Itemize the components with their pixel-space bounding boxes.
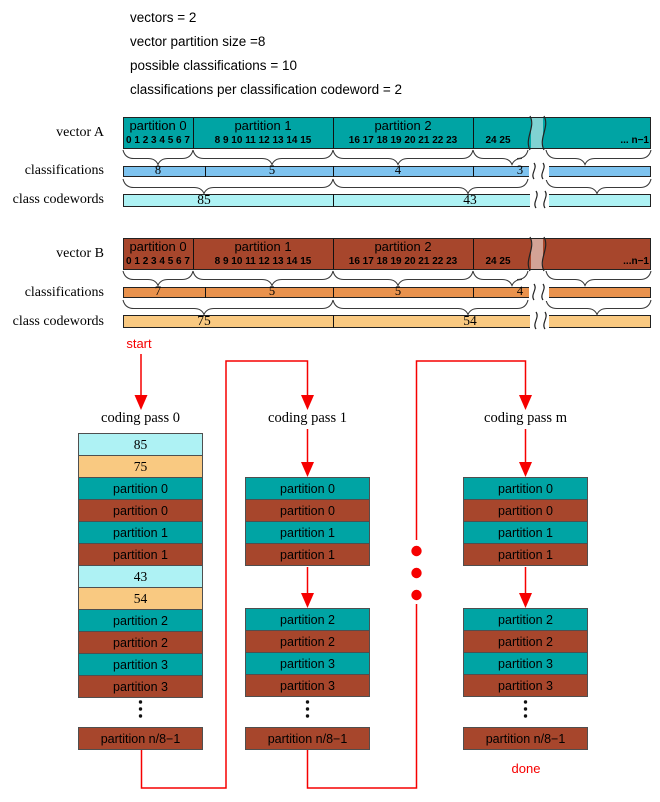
arrowhead bbox=[519, 395, 532, 410]
partition-pass-box: partition 1 bbox=[463, 521, 588, 544]
classifications-label-b: classifications bbox=[24, 285, 104, 300]
codeword-value: 85 bbox=[197, 192, 211, 207]
partition-header-label: partition 1 bbox=[234, 239, 292, 254]
partition-pass-box: partition 2 bbox=[463, 630, 588, 653]
codeword-pass-box: 85 bbox=[78, 433, 203, 456]
codeword-divider bbox=[333, 315, 334, 328]
brace-codeword bbox=[123, 179, 333, 194]
brace-codeword bbox=[546, 179, 651, 194]
classification-divider bbox=[333, 287, 334, 298]
partition-pass-box: partition 0 bbox=[78, 499, 203, 522]
classification-value: 8 bbox=[154, 163, 162, 177]
arrowhead bbox=[135, 395, 148, 410]
config-line-codeword: classifications per classification codeword = 2 bbox=[130, 82, 403, 97]
column-ellipsis-dot bbox=[139, 714, 142, 717]
coding-pass-1-title: coding pass 1 bbox=[268, 410, 347, 426]
column-ellipsis-dot bbox=[306, 714, 309, 717]
partition-pass-box: partition 1 bbox=[245, 521, 370, 544]
brace-codeword bbox=[546, 300, 651, 315]
coding-pass-m-title: coding pass m bbox=[484, 410, 567, 426]
classification-divider bbox=[333, 166, 334, 177]
partition-pass-box: partition 1 bbox=[463, 543, 588, 566]
codeword-pass-box: 43 bbox=[78, 565, 203, 588]
partition-header-label: partition 1 bbox=[234, 118, 292, 133]
column-ellipsis-dot bbox=[139, 700, 142, 703]
partition-pass-box: partition 2 bbox=[78, 609, 203, 632]
partition-index-numbers: 16 17 18 19 20 21 22 23 bbox=[348, 135, 458, 146]
classification-divider bbox=[473, 166, 474, 177]
partition-pass-box: partition 1 bbox=[245, 543, 370, 566]
codeword-value: 75 bbox=[197, 313, 211, 328]
partition-pass-box: partition 0 bbox=[245, 477, 370, 500]
classification-value: 5 bbox=[394, 284, 402, 298]
partition-pass-box: partition 3 bbox=[78, 653, 203, 676]
classification-value: 7 bbox=[154, 284, 162, 298]
column-ellipsis-dot bbox=[524, 700, 527, 703]
classification-value: 4 bbox=[516, 284, 524, 298]
partition-pass-box: partition 3 bbox=[245, 652, 370, 675]
coding-pass-0-title: coding pass 0 bbox=[101, 410, 180, 426]
column-ellipsis-dot bbox=[306, 700, 309, 703]
start-label: start bbox=[126, 336, 152, 351]
partition-index-numbers: 0 1 2 3 4 5 6 7 bbox=[126, 256, 190, 267]
partition-header-label: partition 2 bbox=[374, 118, 432, 133]
partition-pass-box: partition 2 bbox=[245, 608, 370, 631]
class-codewords-label-a: class codewords bbox=[12, 192, 104, 207]
arrowhead bbox=[301, 462, 314, 477]
classification-value: 3 bbox=[516, 163, 524, 177]
classification-value: 5 bbox=[268, 284, 276, 298]
column-ellipsis-dot bbox=[306, 707, 309, 710]
partition-index-numbers: 24 25 bbox=[485, 256, 511, 267]
partition-pass-box: partition 3 bbox=[245, 674, 370, 697]
vector-b-label: vector B bbox=[56, 246, 104, 261]
vector-tail-label: ... n−1 bbox=[620, 135, 649, 146]
partition-pass-box: partition 0 bbox=[245, 499, 370, 522]
partition-pass-box: partition 2 bbox=[78, 631, 203, 654]
final-partition-box: partition n/8−1 bbox=[78, 727, 203, 750]
partition-pass-box: partition 0 bbox=[463, 477, 588, 500]
class-codewords-label-b: class codewords bbox=[12, 314, 104, 329]
partition-header-label: partition 0 bbox=[129, 239, 187, 254]
column-ellipsis-dot bbox=[524, 707, 527, 710]
brace-partition bbox=[546, 271, 651, 286]
brace-codeword bbox=[333, 179, 528, 194]
classifications-label-a: classifications bbox=[24, 163, 104, 178]
brace-partition bbox=[546, 150, 651, 165]
partition-pass-box: partition 2 bbox=[463, 608, 588, 631]
brace-codeword bbox=[123, 300, 333, 315]
classification-value: 5 bbox=[268, 163, 276, 177]
partition-index-numbers: 8 9 10 11 12 13 14 15 bbox=[214, 135, 312, 146]
partition-pass-box: partition 0 bbox=[78, 477, 203, 500]
codeword-pass-box: 75 bbox=[78, 455, 203, 478]
codeword-value: 43 bbox=[463, 192, 477, 207]
partition-pass-box: partition 1 bbox=[78, 521, 203, 544]
arrowhead bbox=[301, 593, 314, 608]
partition-pass-box: partition 1 bbox=[78, 543, 203, 566]
classification-value: 4 bbox=[394, 163, 402, 177]
brace-codeword bbox=[333, 300, 528, 315]
partition-index-numbers: 16 17 18 19 20 21 22 23 bbox=[348, 256, 458, 267]
arrowhead bbox=[519, 462, 532, 477]
classification-divider bbox=[205, 166, 206, 177]
partition-index-numbers: 0 1 2 3 4 5 6 7 bbox=[126, 135, 190, 146]
flow-ellipsis-dot bbox=[411, 546, 421, 556]
vector-a-label: vector A bbox=[56, 125, 104, 140]
classification-divider bbox=[205, 287, 206, 298]
config-line-classifications: possible classifications = 10 bbox=[130, 58, 297, 73]
partition-header-label: partition 0 bbox=[129, 118, 187, 133]
codeword-value: 54 bbox=[463, 313, 477, 328]
classification-divider bbox=[473, 287, 474, 298]
final-partition-box: partition n/8−1 bbox=[245, 727, 370, 750]
config-line-vectors: vectors = 2 bbox=[130, 10, 197, 25]
partition-pass-box: partition 3 bbox=[78, 675, 203, 698]
partition-pass-box: partition 3 bbox=[463, 652, 588, 675]
arrowhead bbox=[301, 395, 314, 410]
codeword-divider bbox=[333, 194, 334, 207]
partition-pass-box: partition 0 bbox=[463, 499, 588, 522]
vector-tail-label: ...n−1 bbox=[623, 256, 649, 267]
final-partition-box: partition n/8−1 bbox=[463, 727, 588, 750]
arrowhead bbox=[519, 593, 532, 608]
config-line-partition-size: vector partition size =8 bbox=[130, 34, 266, 49]
partition-index-numbers: 24 25 bbox=[485, 135, 511, 146]
flow-ellipsis-dot bbox=[411, 590, 421, 600]
flow-ellipsis-dot bbox=[411, 568, 421, 578]
partition-pass-box: partition 3 bbox=[463, 674, 588, 697]
partition-pass-box: partition 2 bbox=[245, 630, 370, 653]
column-ellipsis-dot bbox=[139, 707, 142, 710]
partition-index-numbers: 8 9 10 11 12 13 14 15 bbox=[214, 256, 312, 267]
column-ellipsis-dot bbox=[524, 714, 527, 717]
codeword-pass-box: 54 bbox=[78, 587, 203, 610]
done-label: done bbox=[511, 761, 541, 776]
partition-header-label: partition 2 bbox=[374, 239, 432, 254]
